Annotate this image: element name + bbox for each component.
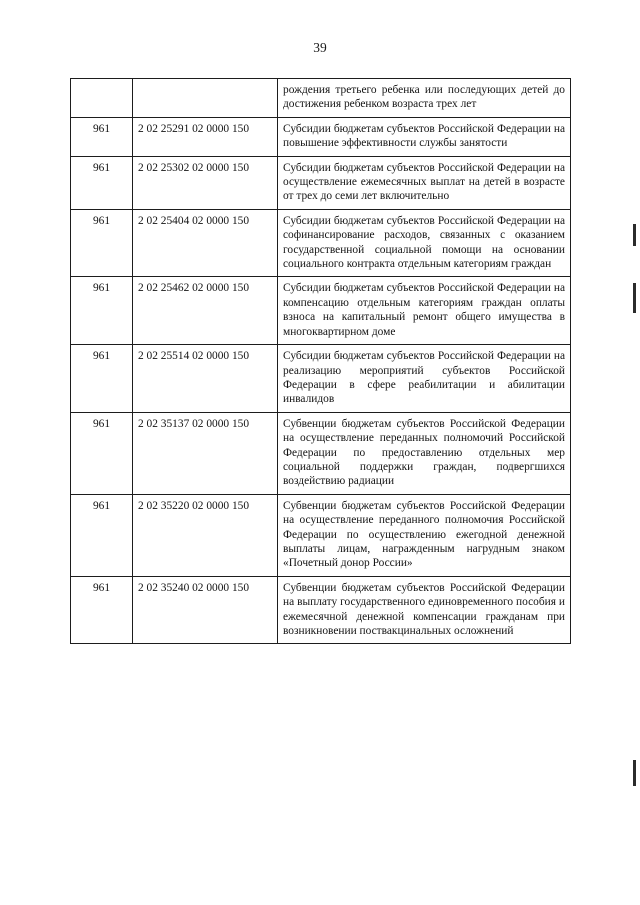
cell-budget-code: [133, 79, 278, 118]
budget-codes-table: [70, 78, 571, 644]
cell-description: Субсидии бюджетам субъектов Российской Федерации на реализацию мероприятий субъектов Российской Федерации в сфере реабилитации и абилитации инвалидов: [278, 345, 571, 413]
cell-budget-code: 2 02 25462 02 0000 150: [133, 277, 278, 345]
cell-admin-code: 961: [71, 345, 133, 413]
table-row: [71, 79, 571, 118]
cell-admin-code: [71, 79, 133, 118]
cell-budget-code: 2 02 35240 02 0000 150: [133, 576, 278, 644]
table-row: [71, 412, 571, 494]
cell-admin-code: 961: [71, 277, 133, 345]
cell-budget-code: 2 02 25404 02 0000 150: [133, 209, 278, 277]
cell-budget-code: 2 02 35220 02 0000 150: [133, 494, 278, 576]
table-row: [71, 156, 571, 209]
cell-description: Субвенции бюджетам субъектов Российской Федерации на осуществление переданного полномочия Российской Федерации по осуществлению ежегодной денежной выплаты лицам, награжденным нагрудным знаком «Почетный донор России»: [278, 494, 571, 576]
scan-margin-mark: [633, 224, 636, 246]
table-row: [71, 209, 571, 277]
cell-description: Субсидии бюджетам субъектов Российской Федерации на осуществление ежемесячных выплат на детей в возрасте от трех до семи лет включительно: [278, 156, 571, 209]
table-row: [71, 494, 571, 576]
cell-description: Субсидии бюджетам субъектов Российской Федерации на компенсацию отдельным категориям граждан оплаты взноса на капитальный ремонт общего имущества в многоквартирном доме: [278, 277, 571, 345]
page-number: 39: [313, 40, 327, 55]
cell-budget-code: 2 02 25291 02 0000 150: [133, 117, 278, 156]
cell-budget-code: 2 02 25514 02 0000 150: [133, 345, 278, 413]
cell-description: Субсидии бюджетам субъектов Российской Федерации на софинансирование расходов, связанных с оказанием государственной социальной помощи на основании социального контракта отдельным категориям граждан: [278, 209, 571, 277]
cell-budget-code: 2 02 35137 02 0000 150: [133, 412, 278, 494]
cell-admin-code: 961: [71, 117, 133, 156]
cell-admin-code: 961: [71, 494, 133, 576]
cell-admin-code: 961: [71, 576, 133, 644]
cell-description: Субвенции бюджетам субъектов Российской Федерации на осуществление переданных полномочий Российской Федерации по предоставлению отдельных мер социальной поддержки граждан, подвергшихся воздействию радиации: [278, 412, 571, 494]
table-body: [71, 79, 571, 644]
table-row: [71, 345, 571, 413]
cell-admin-code: 961: [71, 156, 133, 209]
table-row: [71, 117, 571, 156]
cell-description: рождения третьего ребенка или последующих детей до достижения ребенком возраста трех лет: [278, 79, 571, 118]
table-row: [71, 277, 571, 345]
cell-description: Субвенции бюджетам субъектов Российской Федерации на выплату государственного единовременного пособия и ежемесячной денежной компенсации гражданам при возникновении поствакцинальных осложнений: [278, 576, 571, 644]
scan-margin-mark: [633, 760, 636, 786]
table-row: [71, 576, 571, 644]
budget-codes-table-wrapper: [70, 78, 570, 644]
cell-admin-code: 961: [71, 209, 133, 277]
scan-margin-mark: [633, 283, 636, 313]
cell-admin-code: 961: [71, 412, 133, 494]
cell-description: Субсидии бюджетам субъектов Российской Федерации на повышение эффективности службы занятости: [278, 117, 571, 156]
cell-budget-code: 2 02 25302 02 0000 150: [133, 156, 278, 209]
